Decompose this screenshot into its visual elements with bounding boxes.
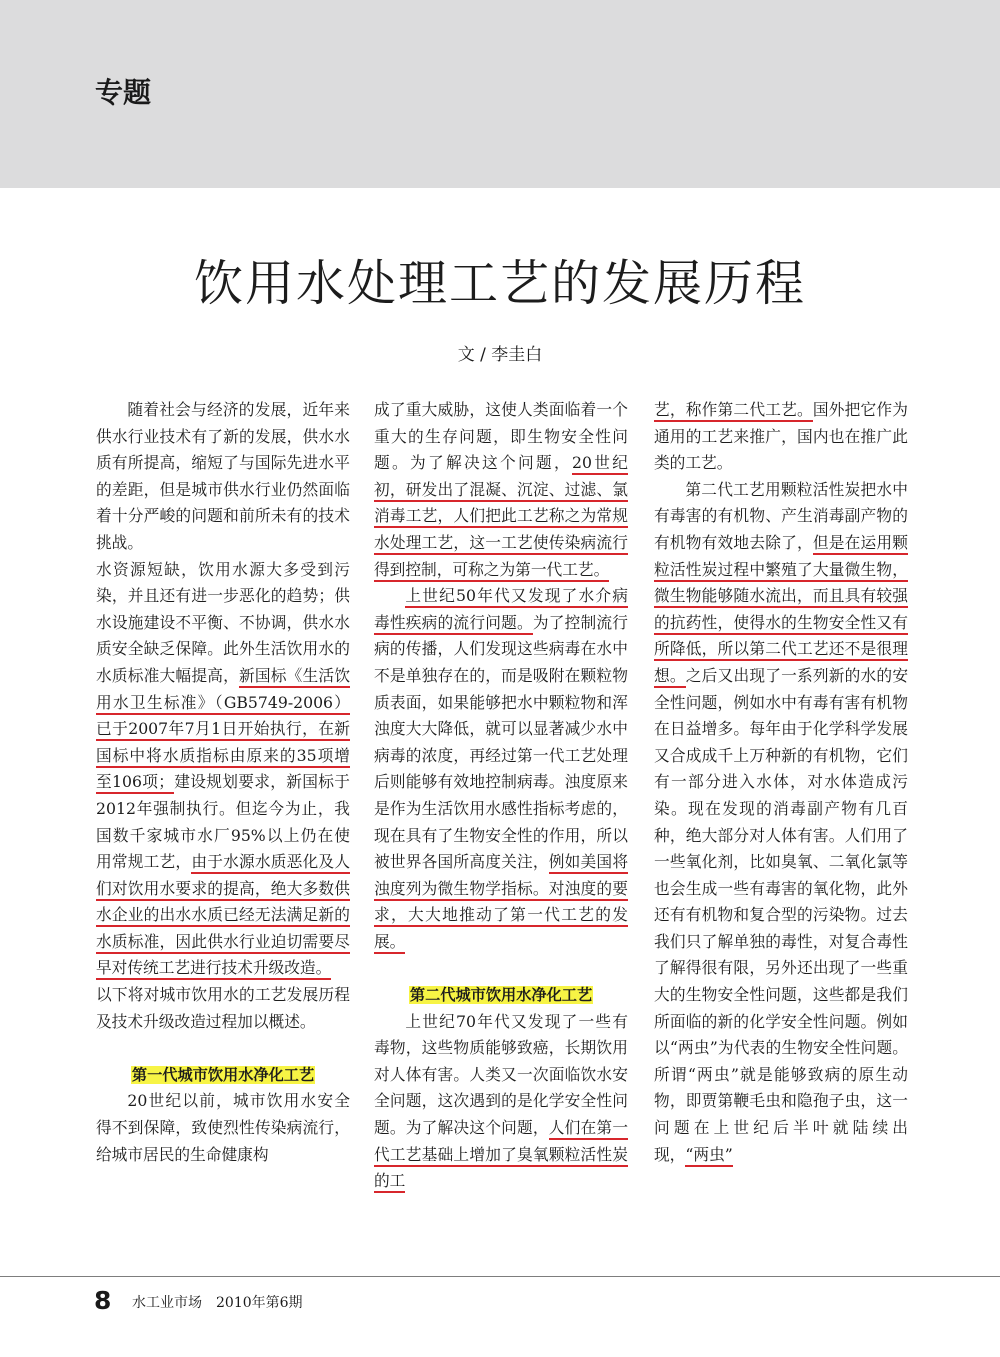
underlined-text: 人们在第一代工艺基础上增加了臭氧颗粒活性炭的工 bbox=[374, 1118, 628, 1193]
spacer bbox=[96, 1035, 350, 1062]
underlined-text: 20世纪初，研发出了混凝、沉淀、过滤、氯消毒工艺，人们把此工艺称之为常规水处理工艺，这一工艺使传染病流行得到控制，可称之为第一代工艺。 bbox=[374, 453, 628, 581]
spacer bbox=[374, 955, 628, 982]
footer-info bbox=[132, 1294, 303, 1312]
column-1 bbox=[96, 397, 350, 1168]
column-2 bbox=[374, 397, 628, 1195]
text-run: 水资源短缺，饮用水源大多受到污染，并且还有进一步恶化的趋势；供水设施建设不平衡、不协调，供水水质安全缺乏保障。此外生活饮用水的水质标准大幅提高， bbox=[96, 559, 350, 685]
publication-name: 水工业市场 bbox=[132, 1295, 202, 1311]
text-run: 国外把它作为通用的工艺来推广，国内也在推广此类的工艺。 bbox=[654, 400, 908, 473]
footer-rule bbox=[0, 1276, 1000, 1277]
issue-label: 2010年第6期 bbox=[216, 1295, 303, 1311]
highlighted-heading-text: 第一代城市饮用水净化工艺 bbox=[131, 1065, 315, 1084]
text-run: 成了重大威胁，这使人类面临着一个重大的生存问题，即生物安全性问题。为了解决这个问题， bbox=[374, 400, 628, 473]
paragraph: 随着社会与经济的发展，近年来供水行业技术有了新的发展，供水水质有所提高，缩短了与国际先进水平的差距，但是城市供水行业仍然面临着十分严峻的问题和前所未有的技术挑战。 bbox=[96, 400, 350, 552]
paragraph bbox=[374, 583, 628, 955]
underlined-text: “两虫” bbox=[685, 1145, 732, 1167]
column-3 bbox=[654, 397, 908, 1168]
underlined-text: 新国标《生活饮用水卫生标准》（GB5749-2006）已于2007年7月1日开始执行，在新国标中将水质指标由原来的35项增至106项； bbox=[96, 666, 350, 794]
section-heading bbox=[96, 1062, 350, 1089]
paragraph bbox=[96, 557, 350, 983]
text-run: 为了控制流行病的传播，人们发现这些病毒在水中不是单独存在的，而是吸附在颗粒物质表面，如果能够把水中颗粒物和浑浊度大大降低，就可以显著减少水中病毒的浓度，再经过第一代工艺处理后则能够有效地控制病毒。浊度原来是作为生活饮用水感性指标考虑的，现在具有了生物安全性的作用，所以被世界各国所高度关注， bbox=[374, 612, 628, 872]
article-title: 饮用水处理工艺的发展历程 bbox=[193, 255, 806, 312]
section-label: 专题 bbox=[95, 76, 152, 109]
text-run: 第二代工艺用颗粒活性炭把水中有毒害的有机物、产生消毒副产物的有机物有效地去除了， bbox=[654, 479, 908, 552]
text-run: 之后又出现了一系列新的水的安全性问题，例如水中有毒有害有机物在日益增多。每年由于化学科学发展又合成成千上万种新的有机物，它们有一部分进入水体，对水体造成污染。现在发现的消毒副产物有几百种，绝大部分对人体有害。人们用了一些氧化剂，比如臭氧、二氧化氯等也会生成一些有毒害的氧化物，此外还有有机物和复合型的污染物。过去我们只了解单独的毒性，对复合毒性了解得很有限，另外还出现了一些重大的生物安全性问题，这些都是我们所面临的新的化学安全性问题。例如以“两虫”为代表的生物安全性问题。所谓“两虫”就是能够致病的原生动物，即贾第鞭毛虫和隐孢子虫，这一问题在上世纪后半叶就陆续出现， bbox=[654, 665, 909, 1164]
paragraph bbox=[654, 397, 908, 477]
paragraph bbox=[654, 477, 908, 1168]
underlined-text: 上世纪50年代又发现了水介病毒性疾病的流行问题。 bbox=[374, 586, 628, 635]
highlighted-heading-text: 第二代城市饮用水净化工艺 bbox=[409, 986, 593, 1005]
paragraph: 以下将对城市饮用水的工艺发展历程及技术升级改造过程加以概述。 bbox=[96, 985, 350, 1031]
underlined-text: 例如美国将浊度列为微生物学指标。对浊度的要求，大大地推动了第一代工艺的发展。 bbox=[374, 852, 628, 954]
text-run: 建设规划要求，新国标于2012年强制执行。但迄今为止，我国数千家城市水厂95%以上仍在使用常规工艺， bbox=[96, 772, 350, 872]
paragraph bbox=[374, 1009, 628, 1195]
underlined-text: 由于水源水质恶化及人们对饮用水要求的提高，绝大多数供水企业的出水水质已经无法满足新的水质标准，因此供水行业迫切需要尽早对传统工艺进行技术升级改造。 bbox=[96, 852, 350, 980]
paragraph bbox=[374, 397, 628, 583]
underlined-text: 艺，称作第二代工艺。 bbox=[654, 400, 813, 422]
paragraph: 20世纪以前，城市饮用水安全得不到保障，致使烈性传染病流行，给城市居民的生命健康构 bbox=[96, 1091, 350, 1164]
text-run: 上世纪70年代又发现了一些有毒物，这些物质能够致癌，长期饮用对人体有害。人类又一次面临饮水安全问题，这次遇到的是化学安全性问题。为了解决这个问题， bbox=[374, 1011, 628, 1138]
underlined-text: 但是在运用颗粒活性炭过程中繁殖了大量微生物，微生物能够随水流出，而且具有较强的抗药性，使得水的生物安全性又有所降低，所以第二代工艺还不是很理想。 bbox=[654, 533, 908, 688]
page-number: 8 bbox=[94, 1286, 112, 1315]
section-heading bbox=[374, 982, 628, 1009]
byline: 文 / 李圭白 bbox=[457, 345, 543, 365]
